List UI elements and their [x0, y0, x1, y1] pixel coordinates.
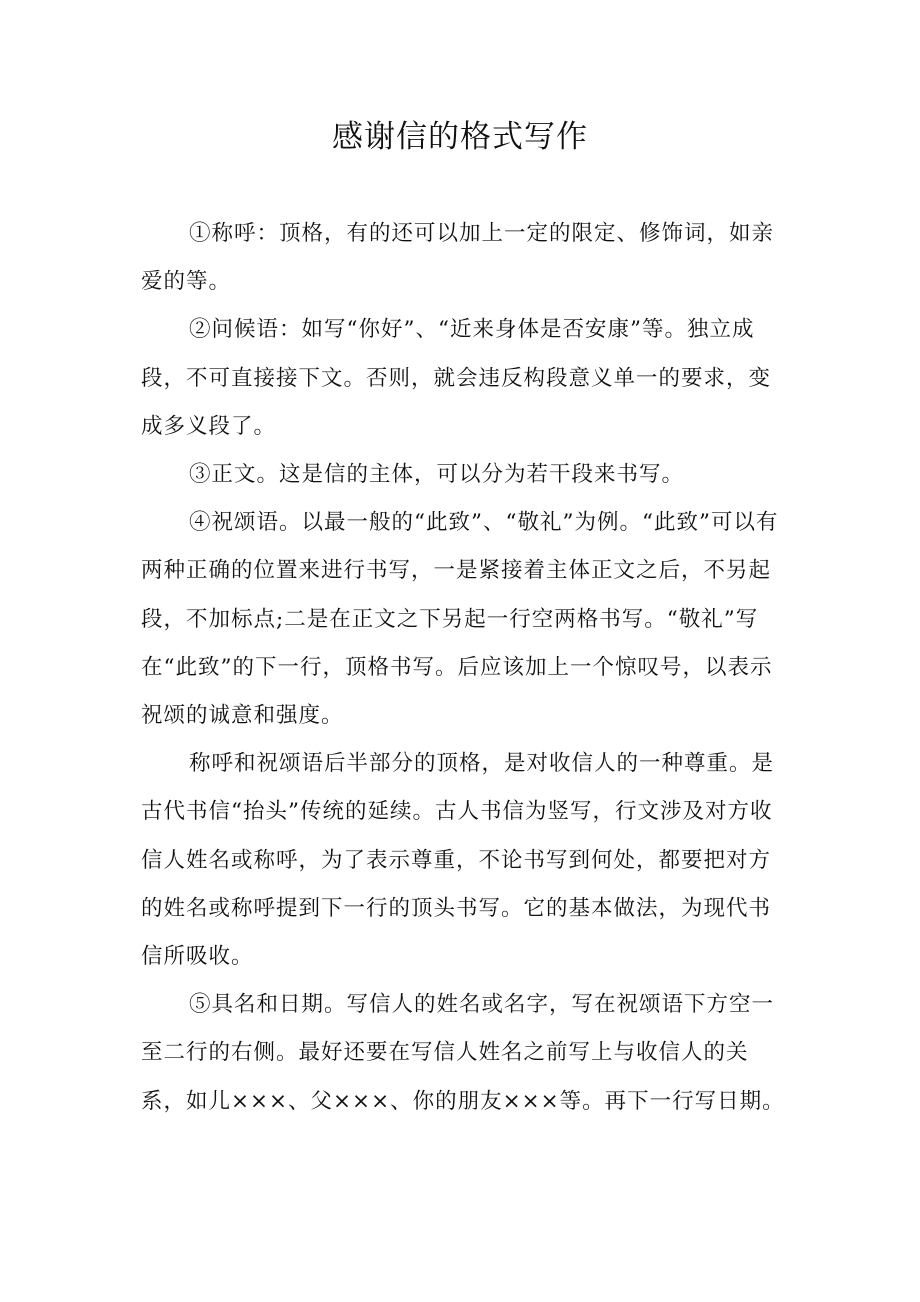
- paragraph-top-alignment-note: 称呼和祝颂语后半部分的顶格，是对收信人的一种尊重。是古代书信“抬头”传统的延续。古人书信为竖写，行文涉及对方收信人姓名或称呼，为了表示尊重，不论书写到何处，都要把对方的姓名或称呼提到下一行的顶头书写。它的基本做法，为现代书信所吸收。: [141, 751, 775, 970]
- document-body: [141, 210, 791, 1126]
- paragraph-greeting: ②问候语：如写“你好”、“近来身体是否安康”等。独立成段，不可直接接下文。否则，就会违反构段意义单一的要求，变成多义段了。: [141, 317, 772, 439]
- paragraph-main-text: ③正文。这是信的主体，可以分为若干段来书写。: [189, 462, 685, 488]
- paragraph-closing-wishes: ④祝颂语。以最一般的“此致”、“敬礼”为例。“此致”可以有两种正确的位置来进行书写，一是紧接着主体正文之后，不另起段，不加标点;二是在正文之下另起一行空两格书写。“敬礼”写在“此致”的下一行，顶格书写。后应该加上一个惊叹号，以表示祝颂的诚意和强度。: [141, 510, 779, 729]
- paragraph-salutation: ①称呼：顶格，有的还可以加上一定的限定、修饰词，如亲爱的等。: [141, 221, 775, 295]
- document-title: 感谢信的格式写作: [332, 119, 588, 155]
- paragraph-signature-date: ⑤具名和日期。写信人的姓名或名字，写在祝颂语下方空一至二行的右侧。最好还要在写信人姓名之前写上与收信人的关系，如儿×××、父×××、你的朋友×××等。再下一行写日期。: [141, 992, 785, 1114]
